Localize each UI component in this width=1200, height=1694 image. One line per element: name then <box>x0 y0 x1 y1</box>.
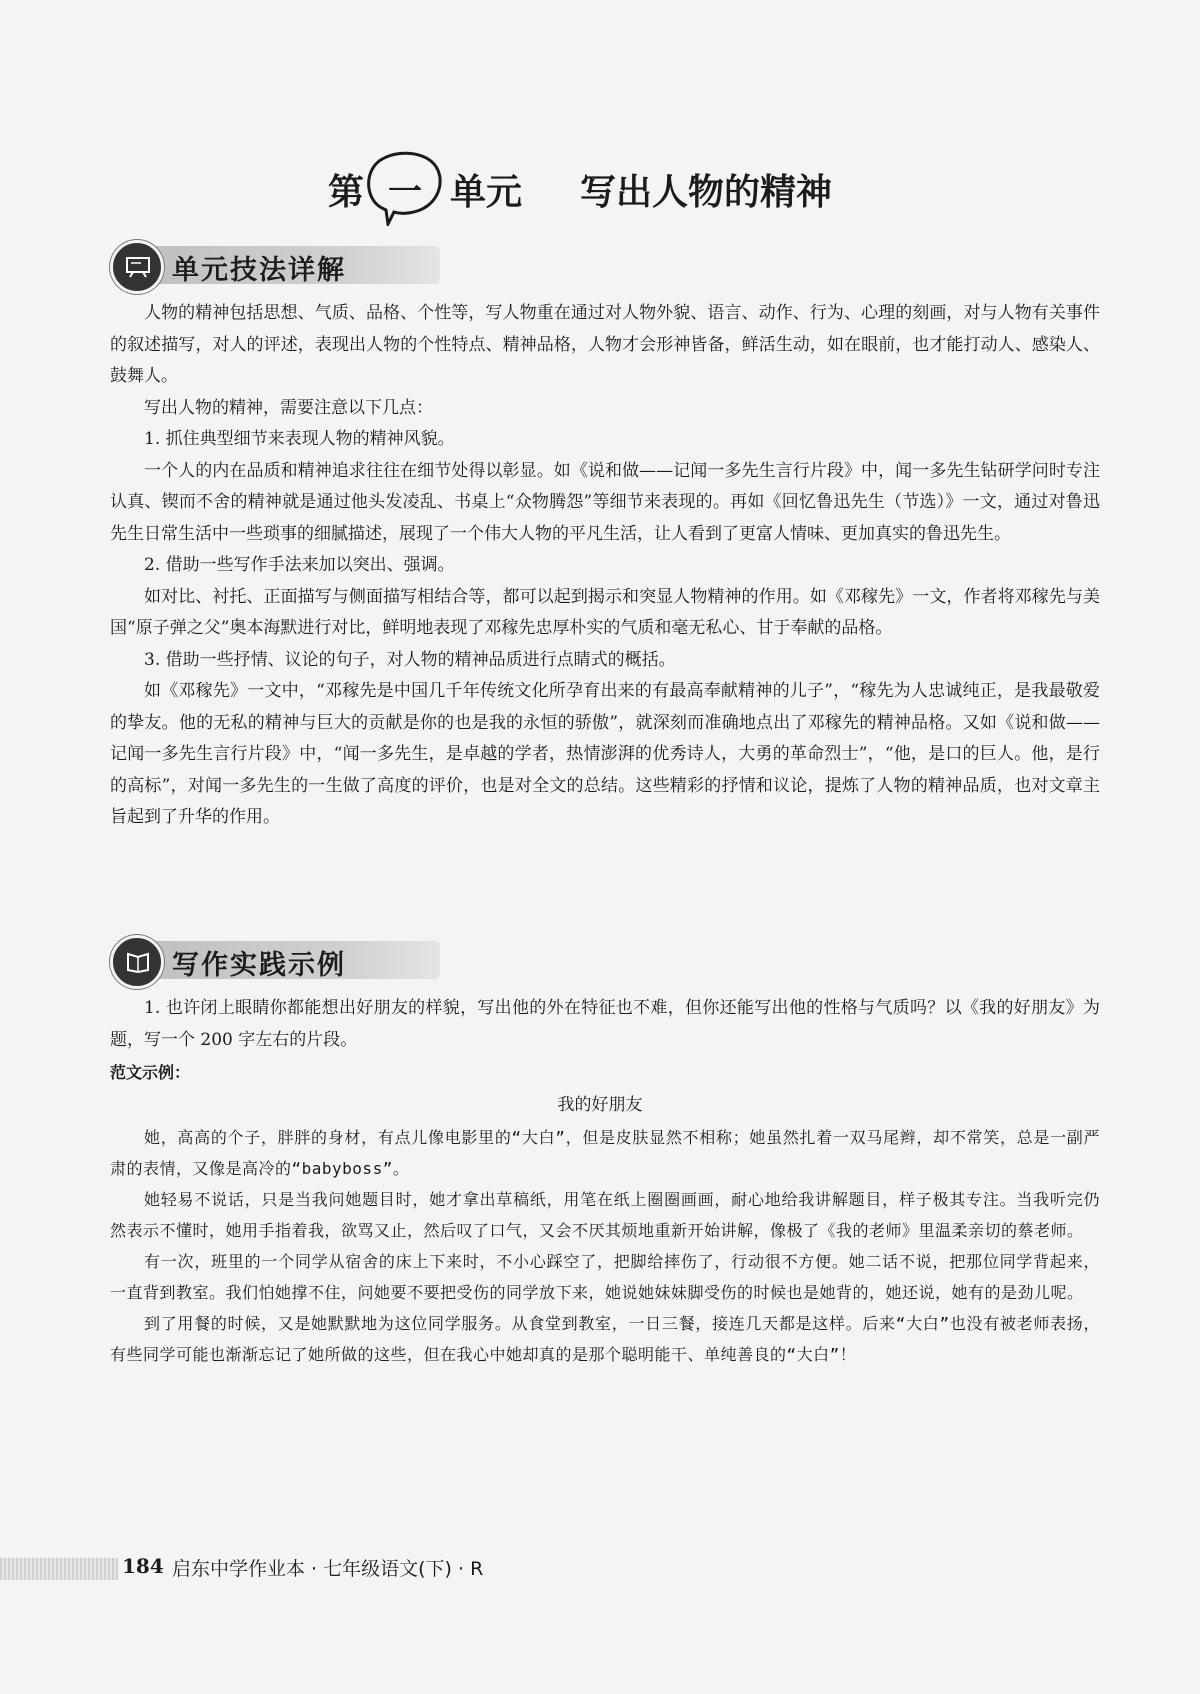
page-number: 184 <box>122 1554 164 1578</box>
speech-bubble-icon <box>360 148 450 226</box>
paragraph: 人物的精神包括思想、气质、品格、个性等，写人物重在通过对人物外貌、语言、动作、行为、心理的刻画，对与人物有关事件的叙述描写，对人的评述，表现出人物的个性特点、精神品格，人物才会形神皆备，鲜活生动，如在眼前，也才能打动人、感染人、鼓舞人。 <box>110 303 1100 386</box>
book-title: 启东中学作业本 · 七年级语文(下) · R <box>172 1558 484 1580</box>
unit-number: 一 <box>388 172 422 212</box>
practice-prompt <box>110 993 1100 1056</box>
paragraph: 如对比、衬托、正面描写与侧面描写相结合等，都可以起到揭示和突显人物精神的作用。如《邓稼先》一文，作者将邓稼先与美国“原子弹之父”奥本海默进行对比，鲜明地表现了邓稼先忠厚朴实的气质和毫无私心、甘于奉献的品格。 <box>110 586 1100 638</box>
essay-paragraph: 她轻易不说话，只是当我问她题目时，她才拿出草稿纸，用笔在纸上圈圈画画，耐心地给我讲解题目，样子极其专注。当我听完仍然表示不懂时，她用手指着我，欲骂又止，然后叹了口气，又会不厌其烦地重新开始讲解，像极了《我的老师》里温柔亲切的蔡老师。 <box>110 1190 1100 1240</box>
section-header-techniques <box>110 240 450 290</box>
blackboard-icon <box>110 240 164 294</box>
section-header-practice <box>110 935 450 985</box>
paragraph: 3. 借助一些抒情、议论的句子，对人物的精神品质进行点睛式的概括。 <box>144 649 676 670</box>
sample-label: 范文示例： <box>110 1063 191 1082</box>
paragraph: 写出人物的精神，需要注意以下几点： <box>144 397 433 418</box>
section-header-label: 写作实践示例 <box>172 950 346 981</box>
book-icon <box>110 935 164 989</box>
paragraph: 2. 借助一些写作手法来加以突出、强调。 <box>144 555 455 575</box>
paragraph: 1. 也许闭上眼睛你都能想出好朋友的样貌，写出他的外在特征也不难，但你还能写出他的性格与气质吗？以《我的好朋友》为题，写一个 200 字左右的片段。 <box>110 998 1100 1050</box>
essay-paragraph: 有一次，班里的一个同学从宿舍的床上下来时，不小心踩空了，把脚给摔伤了，行动很不方便。她二话不说，把那位同学背起来，一直背到教室。我们怕她撑不住，问她要不要把受伤的同学放下来，她说她妹妹脚受伤的时候也是她背的，她还说，她有的是劲儿呢。 <box>110 1252 1100 1302</box>
essay-title: 我的好朋友 <box>557 1095 643 1115</box>
paragraph: 1. 抓住典型细节来表现人物的精神风貌。 <box>144 429 455 449</box>
page-footer <box>0 1552 1200 1586</box>
paragraph: 一个人的内在品质和精神追求往往在细节处得以彰显。如《说和做——记闻一多先生言行片段》中，闻一多先生钻研学问时专注认真、锲而不舍的精神就是通过他头发凌乱、书桌上“众物腾怨”等细节来表现的。再如《回忆鲁迅先生（节选）》一文，通过对鲁迅先生日常生活中一些琐事的细腻描述，展现了一个伟大人物的平凡生活，让人看到了更富人情味、更加真实的鲁迅先生。 <box>110 460 1100 544</box>
techniques-text <box>110 298 1100 834</box>
unit-title <box>300 150 900 230</box>
essay-paragraph: 她，高高的个子，胖胖的身材，有点儿像电影里的“大白”，但是皮肤显然不相称；她虽然扎着一双马尾辫，却不常笑，总是一副严肃的表情，又像是高冷的“babyboss”。 <box>110 1128 1100 1178</box>
title-prefix: 第 <box>328 171 365 213</box>
essay-paragraph: 到了用餐的时候，又是她默默地为这位同学服务。从食堂到教室，一日三餐，接连几天都是这样。后来“大白”也没有被老师表扬，有些同学可能也渐渐忘记了她所做的这些，但在我心中她却真的是那个聪明能干、单纯善良的“大白”！ <box>110 1314 1100 1364</box>
title-theme: 写出人物的精神 <box>580 171 833 213</box>
footer-strip <box>0 1558 118 1580</box>
title-unit: 单元 <box>450 171 523 213</box>
section-header-label: 单元技法详解 <box>172 255 346 286</box>
paragraph: 如《邓稼先》一文中，“邓稼先是中国几千年传统文化所孕育出来的有最高奉献精神的儿子”，“稼先为人忠诚纯正，是我最敬爱的挚友。他的无私的精神与巨大的贡献是你的也是我的永恒的骄傲”，就深刻而准确地点出了邓稼先的精神品格。又如《说和做——记闻一多先生言行片段》中，“闻一多先生，是卓越的学者，热情澎湃的优秀诗人，大勇的革命烈士”，“他，是口的巨人。他，是行的高标”，对闻一多先生的一生做了高度的评价，也是对全文的总结。这些精彩的抒情和议论，提炼了人物的精神品质，也对文章主旨起到了升华的作用。 <box>110 681 1100 827</box>
essay-text <box>110 1122 1100 1370</box>
